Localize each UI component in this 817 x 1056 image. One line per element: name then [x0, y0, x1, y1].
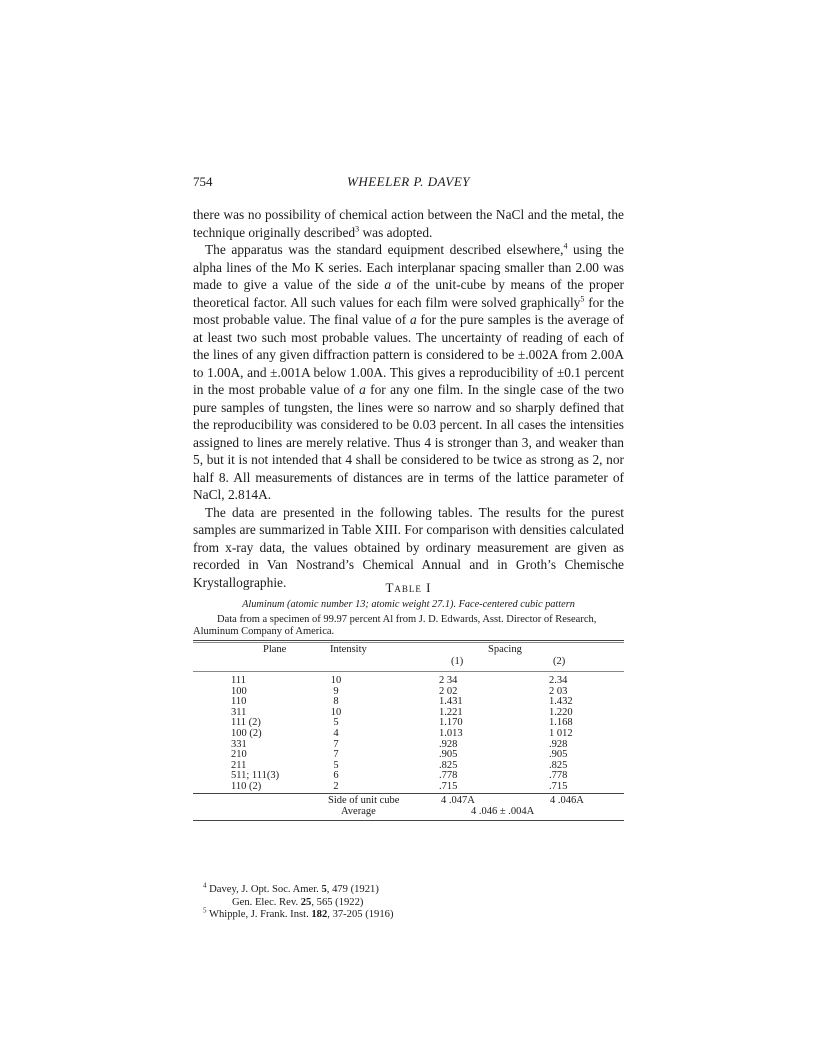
table-rows-bottom-rule — [193, 793, 624, 794]
footnote-4-continuation — [203, 897, 623, 910]
spacing-2-cell: .905 — [549, 749, 568, 761]
plane-cell: 210 — [231, 749, 247, 761]
footnote-4-cont-a: Gen. Elec. Rev. — [232, 896, 301, 908]
footnote-4 — [203, 881, 623, 897]
table-title: Table I — [385, 580, 432, 595]
plane-cell: 311 — [231, 706, 247, 718]
plane-cell: 111 (2) — [231, 717, 261, 729]
paragraph — [193, 241, 624, 504]
footnote-4-cont-volume: 25 — [300, 896, 312, 908]
footnote-ref: 4 — [563, 241, 568, 251]
plane-cell: 110 — [231, 696, 247, 708]
spacing-2-cell: 1.432 — [549, 696, 573, 708]
plane-cell: 100 (2) — [231, 728, 262, 739]
spacing-1-cell: .928 — [439, 738, 458, 750]
footnote-5-text-c: , 37-205 (1916) — [327, 909, 394, 920]
intensity-cell: 4 — [333, 728, 339, 739]
italic-symbol: a — [410, 312, 417, 327]
footnote-ref: 5 — [580, 294, 585, 304]
footnote-ref: 3 — [355, 224, 360, 234]
spacing-1-cell: .825 — [439, 759, 458, 771]
intensity-cell: 6 — [333, 770, 339, 782]
italic-symbol: a — [384, 277, 392, 292]
footnote-4-mark: 4 — [203, 881, 207, 890]
spacing-1-cell: 1.170 — [439, 717, 463, 729]
intensity-cell: 2 — [333, 781, 339, 792]
spacing-1-cell: .715 — [439, 781, 458, 792]
summary-side-2: 4 .046A — [550, 795, 584, 806]
spacing-1-cell: 1.013 — [439, 728, 463, 739]
intensity-cell: 5 — [333, 759, 339, 771]
plane-cell: 511; 111(3) — [231, 770, 280, 782]
plane-cell: 331 — [231, 738, 247, 750]
plane-cell: 211 — [231, 759, 247, 771]
intensity-cell: 10 — [330, 675, 342, 686]
spacing-1-cell: 2 34 — [439, 675, 458, 686]
footnotes — [203, 881, 623, 922]
table-top-rule — [193, 640, 624, 641]
text-run: of the unit-cube by means of the proper theoretical factor. All such values for each film were solved graphically — [193, 277, 624, 310]
spacing-1-cell: 1.431 — [439, 696, 463, 708]
table-source-note: Data from a specimen of 99.97 percent Al from J. D. Edwards, Asst. Director of Research, Aluminum Company of America. — [193, 614, 597, 637]
table-bottom-rule — [193, 820, 624, 821]
header-intensity: Intensity — [330, 644, 367, 655]
text-run: for any one film. In the single case of the two pure samples of tungsten, the lines were so narrow and so sharply defined that the reproducibility was considered to be 0.03 percent. In all cases the intensities assigned to lines are merely relative. Thus 4 is stronger than 3, and weaker than 5, but it is not intended that 4 shall be considered to be twice as strong as 2, nor half 8. All measurements of distances are in terms of the lattice parameter of NaCl, 2.814A. — [193, 382, 624, 502]
paragraph — [193, 206, 624, 241]
header-spacing-1: (1) — [451, 656, 464, 667]
text-run: was adopted. — [359, 224, 433, 240]
running-head: WHEELER P. DAVEY — [346, 174, 471, 189]
spacing-2-cell: 1.220 — [549, 706, 573, 718]
spacing-2-cell: .778 — [549, 770, 568, 782]
header-spacing: Spacing — [488, 644, 522, 655]
footnote-5-text-a: Whipple, J. Frank. Inst. — [208, 909, 312, 920]
text-run: The apparatus was the standard equipment described elsewhere, — [205, 242, 564, 257]
spacing-2-cell: 2.34 — [549, 675, 568, 686]
header-plane: Plane — [263, 644, 287, 655]
text-run: The data are presented in the following tables. The results for the purest samples are summarized in Table XIII. For comparison with densities calculated from x-ray data, the values obtained by ordinary measurement are given as recorded in Van Nostrand’s Chemical Annual and in Groth’s Chemische Krystallographie. — [193, 504, 624, 590]
summary-side-1: 4 .047A — [441, 795, 475, 806]
spacing-2-cell: .825 — [549, 759, 568, 771]
spacing-1-cell: 1.221 — [439, 706, 463, 718]
intensity-cell: 7 — [333, 738, 339, 750]
summary-average-value: 4 .046 ± .004A — [471, 806, 535, 817]
paragraph — [193, 504, 624, 592]
spacing-1-cell: 2 02 — [439, 685, 458, 697]
page-number: 754 — [193, 174, 213, 189]
table-top-rule-2 — [193, 642, 624, 643]
spacing-1-cell: .778 — [439, 770, 458, 782]
spacing-2-cell: .928 — [549, 738, 568, 750]
spacing-2-cell: .715 — [549, 781, 568, 792]
table-caption: Aluminum (atomic number 13; atomic weight 27.1). Face-centered cubic pattern — [242, 599, 575, 610]
spacing-1-cell: .905 — [439, 749, 458, 761]
italic-symbol: a — [359, 382, 366, 397]
text-run: for the pure samples is the average of at least two such most probable values. The uncertainty of reading of each of the lines of any given diffraction pattern is considered to be ±.002A from 2.00A to 1.00A, and ±.001A below 1.00A. This gives a reproducibility of ±0.1 percent in the most probable value of — [193, 312, 624, 397]
footnote-4-volume: 5 — [321, 884, 327, 895]
footnote-4-text-a: Davey, J. Opt. Soc. Amer. — [209, 884, 322, 895]
plane-cell: 110 (2) — [231, 781, 262, 792]
intensity-cell: 7 — [333, 749, 339, 761]
spacing-2-cell: 2 03 — [549, 685, 568, 697]
plane-cell: 111 — [231, 675, 246, 686]
page-header — [193, 174, 624, 194]
plane-cell: 100 — [231, 685, 247, 697]
text-run: for the most probable value. The final value of — [193, 294, 624, 327]
footnote-5 — [203, 906, 623, 922]
intensity-cell: 10 — [330, 706, 342, 718]
intensity-cell: 8 — [333, 696, 339, 708]
table-header-rule — [193, 671, 624, 672]
header-spacing-2: (2) — [553, 656, 566, 667]
summary-side-label: Side of unit cube — [328, 795, 400, 806]
footnote-4-text-c: , 479 (1921) — [326, 884, 379, 895]
intensity-cell: 5 — [333, 717, 339, 729]
footnote-5-volume: 182 — [311, 909, 328, 920]
text-run: there was no possibility of chemical action between the NaCl and the metal, the technique originally described — [193, 207, 624, 240]
footnote-4-cont-c: , 565 (1922) — [311, 896, 364, 908]
summary-average-label: Average — [341, 806, 376, 817]
intensity-cell: 9 — [333, 685, 339, 697]
spacing-2-cell: 1 012 — [549, 728, 573, 739]
body-text — [193, 206, 624, 591]
spacing-2-cell: 1.168 — [549, 717, 573, 729]
footnote-5-mark: 5 — [203, 906, 207, 915]
text-run: using the alpha lines of the Mo K series. Each interplanar spacing smaller than 2.00 was made to give a value of the side — [193, 242, 624, 292]
